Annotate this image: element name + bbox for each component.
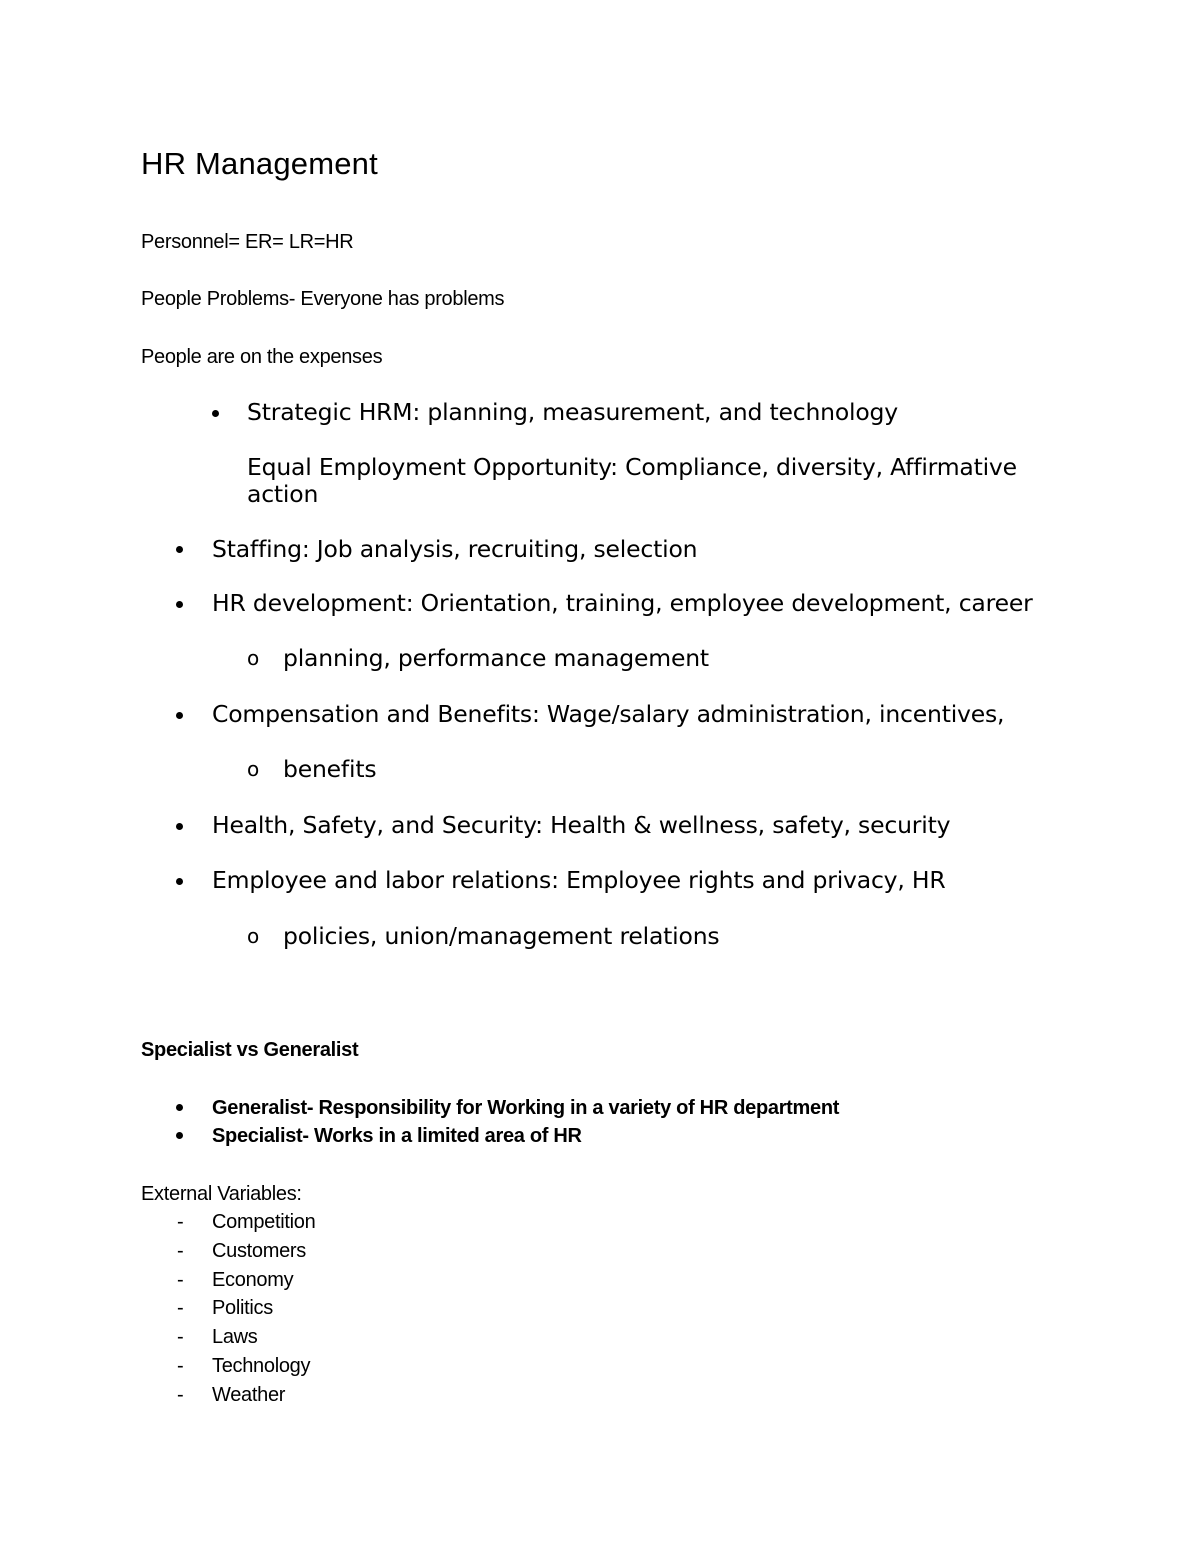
external-item-laws: Laws [212,1326,258,1348]
function-health-safety: Health, Safety, and Security: Health & wellness, safety, security [212,811,951,839]
external-variables-heading: External Variables: [141,1183,302,1205]
dash-icon: - [177,1297,184,1319]
external-item-customers: Customers [212,1240,306,1262]
function-compensation-sub: benefits [283,755,377,783]
external-item-weather: Weather [212,1384,286,1406]
bullet-icon [176,1132,183,1139]
bullet-icon [176,712,183,719]
external-item-technology: Technology [212,1355,311,1377]
dash-icon: - [177,1269,184,1291]
specialist-heading: Specialist vs Generalist [141,1039,359,1061]
dash-icon: - [177,1355,184,1377]
dash-icon: - [177,1211,184,1233]
bullet-icon [176,601,183,608]
intro-line-personnel: Personnel= ER= LR=HR [141,231,354,253]
sub-bullet-icon: o [247,757,260,781]
function-employee-relations-sub: policies, union/management relations [283,922,720,950]
dash-icon: - [177,1326,184,1348]
intro-line-people-problems: People Problems- Everyone has problems [141,288,505,310]
function-hr-development: HR development: Orientation, training, employee development, career [212,589,1033,617]
external-item-competition: Competition [212,1211,316,1233]
function-staffing: Staffing: Job analysis, recruiting, selection [212,535,698,563]
intro-line-expenses: People are on the expenses [141,346,383,368]
specialist-item: Specialist- Works in a limited area of HR [212,1125,582,1147]
document-title: HR Management [141,146,378,181]
bullet-icon [176,546,183,553]
sub-bullet-icon: o [247,924,260,948]
bullet-icon [176,1104,183,1111]
bullet-icon [176,878,183,885]
function-eeo-line2: action [247,480,319,508]
external-item-politics: Politics [212,1297,273,1319]
bullet-icon [212,410,219,417]
external-item-economy: Economy [212,1269,294,1291]
sub-bullet-icon: o [247,646,260,670]
function-hr-development-sub: planning, performance management [283,644,709,672]
dash-icon: - [177,1384,184,1406]
bullet-icon [176,823,183,830]
function-strategic-hrm: Strategic HRM: planning, measurement, and technology [247,398,898,426]
generalist-item: Generalist- Responsibility for Working in a variety of HR department [212,1097,840,1119]
dash-icon: - [177,1240,184,1262]
function-eeo-line1: Equal Employment Opportunity: Compliance, diversity, Affirmative [247,453,1017,481]
function-compensation: Compensation and Benefits: Wage/salary administration, incentives, [212,700,1005,728]
function-employee-relations: Employee and labor relations: Employee rights and privacy, HR [212,866,946,894]
